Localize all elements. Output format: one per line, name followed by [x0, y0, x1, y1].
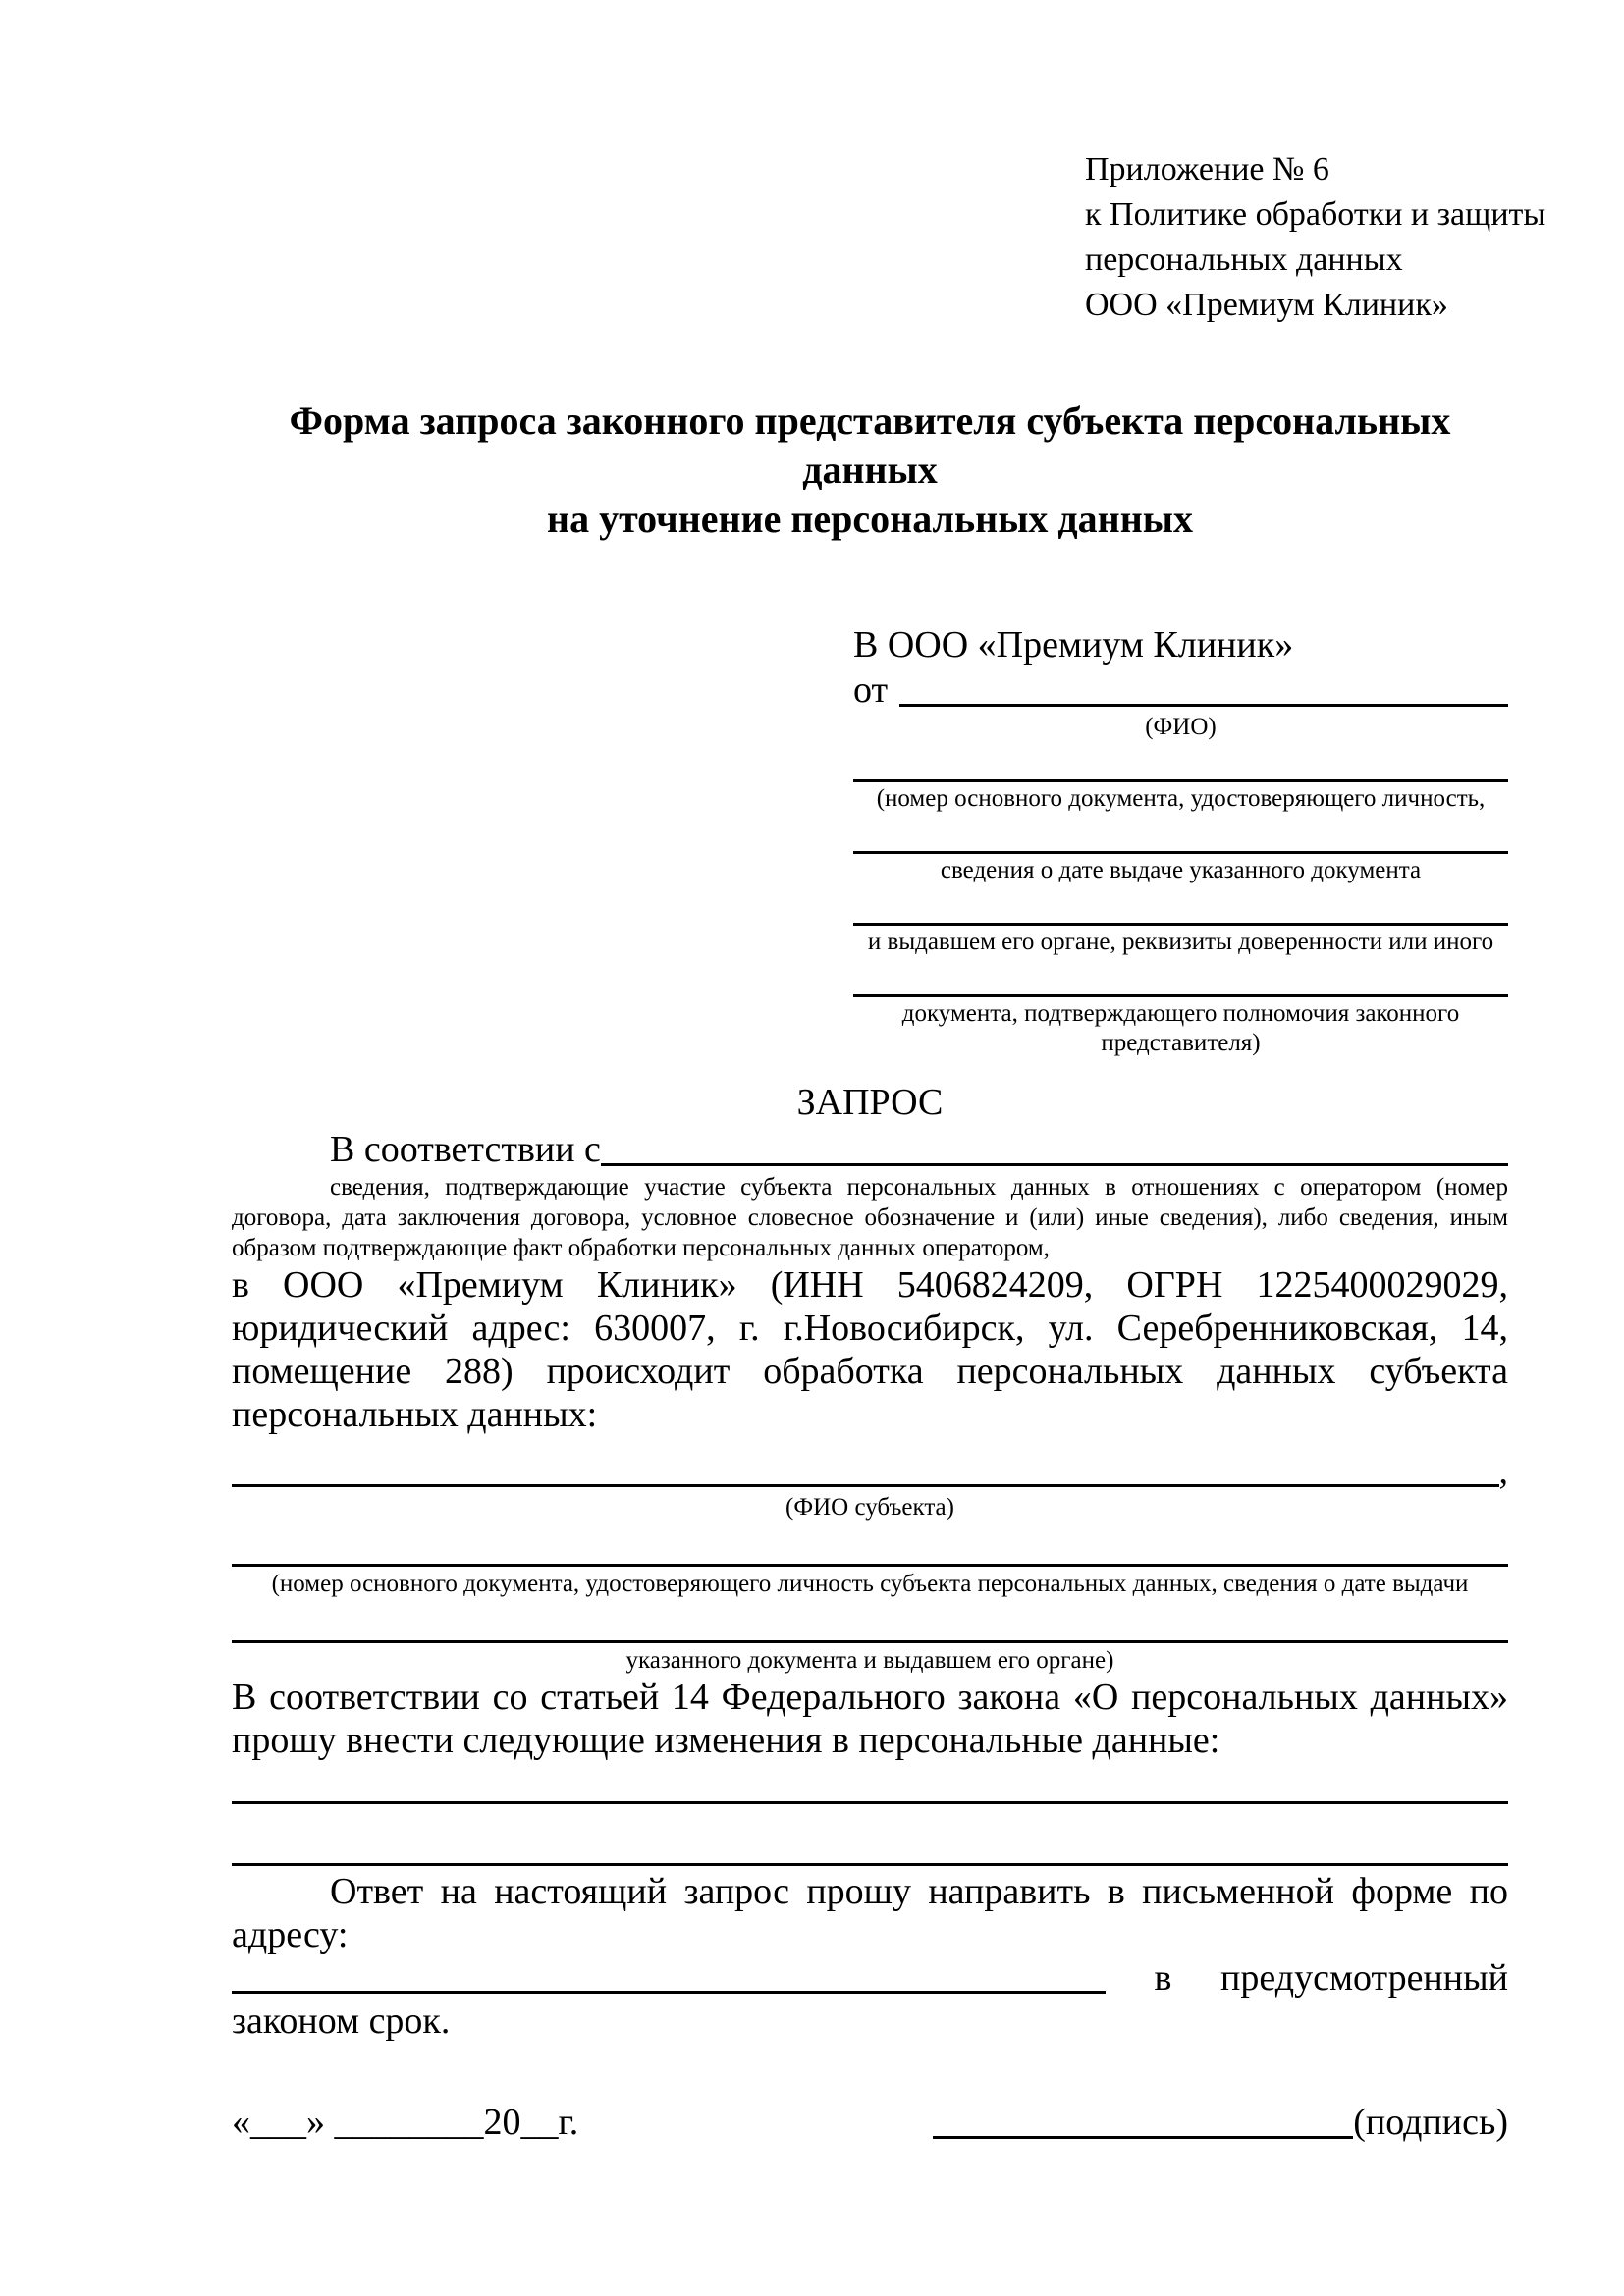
subject-doc-input-line-2[interactable]	[232, 1611, 1508, 1643]
from-row	[853, 667, 1508, 713]
appendix-company: ООО «Премиум Клиник»	[1085, 287, 1448, 323]
representative-doc-input-line-1[interactable]	[853, 754, 1508, 782]
subject-doc-caption-2: указанного документа и выдавшем его органе)	[625, 1647, 1114, 1674]
changes-input-line-1[interactable]	[232, 1766, 1508, 1804]
subject-doc-group-1	[232, 1534, 1508, 1599]
representative-doc-group-2	[853, 826, 1508, 885]
representative-doc-caption-3: и выдавшем его органе, реквизиты доверенности или иного	[867, 929, 1494, 955]
document-title-line1: Форма запроса законного представителя субъекта персональных данных	[289, 399, 1451, 492]
addressee-block	[853, 622, 1508, 1058]
accordance-footnote: сведения, подтверждающие участие субъекта персональных данных в отношениях с оператором (номер договора, дата заключения договора, условное словесное обозначение и (или) иные сведения), либо сведения, иным образом подтверждающие факт обработки персональных данных оператором,	[232, 1174, 1508, 1261]
signature-caption: (подпись)	[1353, 2102, 1508, 2143]
document-title	[232, 397, 1508, 544]
appendix-policy-line2: персональных данных	[1085, 241, 1403, 278]
appendix-number: Приложение № 6	[1085, 151, 1329, 187]
subject-doc-group-2	[232, 1611, 1508, 1676]
subject-fio-row	[232, 1450, 1508, 1493]
answer-paragraph-line1: Ответ на настоящий запрос прошу направить в письменной форме по адресу:	[232, 1871, 1508, 1955]
accordance-row	[232, 1127, 1508, 1172]
from-label: от	[853, 669, 889, 711]
subject-fio-input-line[interactable]	[232, 1450, 1499, 1487]
answer-paragraph-line3: законом срок.	[232, 2001, 451, 2042]
representative-doc-input-line-2[interactable]	[853, 826, 1508, 854]
subject-fio-caption: (ФИО субъекта)	[785, 1494, 954, 1521]
representative-doc-group-1	[853, 754, 1508, 814]
date-signature-row	[232, 2100, 1508, 2145]
appendix-policy-line: к Политике обработки и защиты	[1085, 196, 1546, 233]
addressee-organization: В ООО «Премиум Клиник»	[853, 624, 1294, 666]
signature-input-line[interactable]	[933, 2100, 1353, 2139]
answer-address-row	[232, 1956, 1508, 2000]
representative-doc-group-3	[853, 897, 1508, 957]
representative-doc-input-line-3[interactable]	[853, 897, 1508, 926]
request-heading: ЗАПРОС	[796, 1082, 944, 1123]
representative-doc-caption-2: сведения о дате выдаче указанного документа	[940, 857, 1422, 883]
appendix-header	[1085, 147, 1546, 328]
signature-block	[933, 2100, 1508, 2145]
trailing-comma: ,	[1498, 1451, 1508, 1492]
changes-input-line-2[interactable]	[232, 1828, 1508, 1866]
representative-doc-group-4	[853, 969, 1508, 1058]
representative-doc-caption-1: (номер основного документа, удостоверяющего личность,	[876, 785, 1486, 812]
answer-word-2: предусмотренный	[1220, 1957, 1508, 1999]
fio-caption: (ФИО)	[1145, 714, 1217, 740]
accordance-label: В соответствии с	[330, 1129, 601, 1170]
changes-blank-lines	[232, 1766, 1508, 1866]
accordance-input-line[interactable]	[601, 1127, 1508, 1166]
address-input-line[interactable]	[232, 1956, 1106, 1994]
representative-fio-input-line[interactable]	[899, 667, 1508, 707]
subject-doc-caption-1: (номер основного документа, удостоверяющего личность субъекта персональных данных, сведения о дате выдачи	[271, 1571, 1469, 1597]
law-paragraph: В соответствии со статьей 14 Федерального закона «О персональных данных» прошу внести следующие изменения в персональные данные:	[232, 1677, 1508, 1761]
subject-doc-input-line-1[interactable]	[232, 1534, 1508, 1567]
representative-doc-caption-4: документа, подтверждающего полномочия законного представителя)	[901, 1000, 1460, 1056]
answer-word-1: в	[1154, 1957, 1172, 1999]
date-line: «___» ________20__г.	[232, 2102, 579, 2143]
operator-paragraph: в ООО «Премиум Клиник» (ИНН 5406824209, ОГРН 1225400029029, юридический адрес: 630007, г. г.Новосибирск, ул. Серебренниковская, 14, помещение 288) происходит обработка персональных данных субъекта персональных данных:	[232, 1264, 1508, 1435]
representative-doc-input-line-4[interactable]	[853, 969, 1508, 997]
document-title-line2: на уточнение персональных данных	[547, 497, 1193, 541]
